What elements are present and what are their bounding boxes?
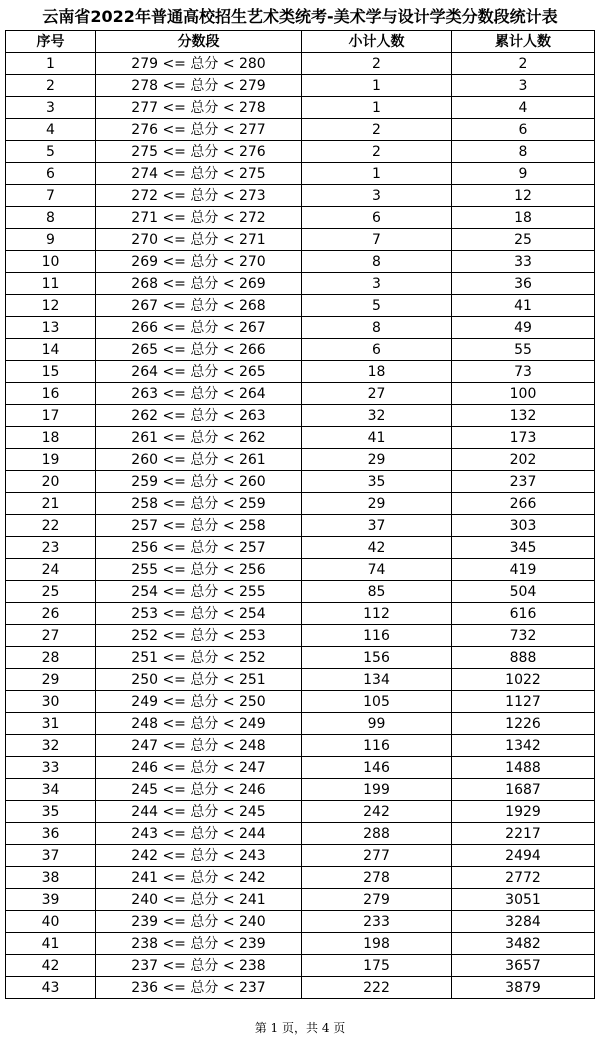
table-row bbox=[6, 119, 595, 141]
table-row bbox=[6, 251, 595, 273]
table-body bbox=[6, 53, 595, 999]
table-row bbox=[6, 647, 595, 669]
table-row bbox=[6, 537, 595, 559]
cell-score-range: 251 <= 总分 < 252 bbox=[96, 647, 302, 669]
cell-subtotal: 278 bbox=[302, 867, 452, 889]
cell-index: 13 bbox=[6, 317, 96, 339]
cell-score-range: 258 <= 总分 < 259 bbox=[96, 493, 302, 515]
cell-subtotal: 74 bbox=[302, 559, 452, 581]
cell-index: 41 bbox=[6, 933, 96, 955]
cell-subtotal: 198 bbox=[302, 933, 452, 955]
cell-cumulative: 132 bbox=[452, 405, 595, 427]
cell-cumulative: 202 bbox=[452, 449, 595, 471]
cell-index: 31 bbox=[6, 713, 96, 735]
cell-subtotal: 2 bbox=[302, 53, 452, 75]
table-row bbox=[6, 559, 595, 581]
cell-cumulative: 25 bbox=[452, 229, 595, 251]
cell-subtotal: 6 bbox=[302, 207, 452, 229]
column-header-score-range: 分数段 bbox=[96, 31, 302, 53]
cell-score-range: 252 <= 总分 < 253 bbox=[96, 625, 302, 647]
table-row bbox=[6, 867, 595, 889]
table-row bbox=[6, 75, 595, 97]
cell-score-range: 253 <= 总分 < 254 bbox=[96, 603, 302, 625]
cell-score-range: 277 <= 总分 < 278 bbox=[96, 97, 302, 119]
cell-cumulative: 33 bbox=[452, 251, 595, 273]
column-header-cumulative: 累计人数 bbox=[452, 31, 595, 53]
table-row bbox=[6, 581, 595, 603]
cell-cumulative: 2 bbox=[452, 53, 595, 75]
cell-subtotal: 29 bbox=[302, 449, 452, 471]
cell-cumulative: 3 bbox=[452, 75, 595, 97]
cell-subtotal: 3 bbox=[302, 185, 452, 207]
cell-score-range: 269 <= 总分 < 270 bbox=[96, 251, 302, 273]
cell-subtotal: 5 bbox=[302, 295, 452, 317]
cell-score-range: 244 <= 总分 < 245 bbox=[96, 801, 302, 823]
cell-subtotal: 29 bbox=[302, 493, 452, 515]
cell-subtotal: 116 bbox=[302, 625, 452, 647]
cell-subtotal: 3 bbox=[302, 273, 452, 295]
table-header-row bbox=[6, 31, 595, 53]
cell-index: 6 bbox=[6, 163, 96, 185]
cell-score-range: 249 <= 总分 < 250 bbox=[96, 691, 302, 713]
cell-cumulative: 2494 bbox=[452, 845, 595, 867]
cell-cumulative: 419 bbox=[452, 559, 595, 581]
table-row bbox=[6, 383, 595, 405]
cell-subtotal: 175 bbox=[302, 955, 452, 977]
cell-score-range: 245 <= 总分 < 246 bbox=[96, 779, 302, 801]
cell-subtotal: 288 bbox=[302, 823, 452, 845]
cell-cumulative: 6 bbox=[452, 119, 595, 141]
cell-index: 25 bbox=[6, 581, 96, 603]
cell-subtotal: 156 bbox=[302, 647, 452, 669]
table-row bbox=[6, 317, 595, 339]
table-row bbox=[6, 53, 595, 75]
cell-score-range: 263 <= 总分 < 264 bbox=[96, 383, 302, 405]
table-row bbox=[6, 295, 595, 317]
table-row bbox=[6, 405, 595, 427]
cell-score-range: 275 <= 总分 < 276 bbox=[96, 141, 302, 163]
cell-subtotal: 85 bbox=[302, 581, 452, 603]
cell-subtotal: 277 bbox=[302, 845, 452, 867]
cell-score-range: 265 <= 总分 < 266 bbox=[96, 339, 302, 361]
table-row bbox=[6, 669, 595, 691]
cell-index: 20 bbox=[6, 471, 96, 493]
cell-index: 17 bbox=[6, 405, 96, 427]
table-row bbox=[6, 911, 595, 933]
cell-score-range: 243 <= 总分 < 244 bbox=[96, 823, 302, 845]
cell-cumulative: 1687 bbox=[452, 779, 595, 801]
cell-cumulative: 1022 bbox=[452, 669, 595, 691]
cell-cumulative: 303 bbox=[452, 515, 595, 537]
cell-index: 27 bbox=[6, 625, 96, 647]
cell-index: 37 bbox=[6, 845, 96, 867]
cell-index: 22 bbox=[6, 515, 96, 537]
cell-score-range: 236 <= 总分 < 237 bbox=[96, 977, 302, 999]
cell-index: 4 bbox=[6, 119, 96, 141]
cell-subtotal: 2 bbox=[302, 141, 452, 163]
cell-cumulative: 732 bbox=[452, 625, 595, 647]
cell-score-range: 247 <= 总分 < 248 bbox=[96, 735, 302, 757]
cell-cumulative: 73 bbox=[452, 361, 595, 383]
cell-subtotal: 35 bbox=[302, 471, 452, 493]
cell-cumulative: 616 bbox=[452, 603, 595, 625]
cell-index: 21 bbox=[6, 493, 96, 515]
cell-cumulative: 12 bbox=[452, 185, 595, 207]
cell-cumulative: 1226 bbox=[452, 713, 595, 735]
cell-subtotal: 2 bbox=[302, 119, 452, 141]
cell-cumulative: 266 bbox=[452, 493, 595, 515]
table-row bbox=[6, 515, 595, 537]
cell-subtotal: 134 bbox=[302, 669, 452, 691]
cell-index: 30 bbox=[6, 691, 96, 713]
cell-score-range: 246 <= 总分 < 247 bbox=[96, 757, 302, 779]
cell-index: 42 bbox=[6, 955, 96, 977]
cell-subtotal: 112 bbox=[302, 603, 452, 625]
cell-score-range: 268 <= 总分 < 269 bbox=[96, 273, 302, 295]
table-row bbox=[6, 185, 595, 207]
page-title: 云南省2022年普通高校招生艺术类统考-美术学与设计学类分数段统计表 bbox=[42, 7, 558, 26]
table-row bbox=[6, 933, 595, 955]
cell-subtotal: 18 bbox=[302, 361, 452, 383]
cell-score-range: 266 <= 总分 < 267 bbox=[96, 317, 302, 339]
cell-cumulative: 9 bbox=[452, 163, 595, 185]
cell-cumulative: 49 bbox=[452, 317, 595, 339]
table-row bbox=[6, 889, 595, 911]
table-row bbox=[6, 779, 595, 801]
cell-cumulative: 2217 bbox=[452, 823, 595, 845]
cell-subtotal: 99 bbox=[302, 713, 452, 735]
cell-cumulative: 888 bbox=[452, 647, 595, 669]
table-row bbox=[6, 361, 595, 383]
table-row bbox=[6, 273, 595, 295]
cell-score-range: 248 <= 总分 < 249 bbox=[96, 713, 302, 735]
cell-score-range: 262 <= 总分 < 263 bbox=[96, 405, 302, 427]
cell-score-range: 276 <= 总分 < 277 bbox=[96, 119, 302, 141]
cell-subtotal: 1 bbox=[302, 97, 452, 119]
cell-subtotal: 8 bbox=[302, 317, 452, 339]
cell-index: 7 bbox=[6, 185, 96, 207]
cell-index: 16 bbox=[6, 383, 96, 405]
cell-score-range: 271 <= 总分 < 272 bbox=[96, 207, 302, 229]
cell-score-range: 279 <= 总分 < 280 bbox=[96, 53, 302, 75]
cell-index: 26 bbox=[6, 603, 96, 625]
table-row bbox=[6, 691, 595, 713]
cell-score-range: 274 <= 总分 < 275 bbox=[96, 163, 302, 185]
cell-index: 12 bbox=[6, 295, 96, 317]
table-row bbox=[6, 757, 595, 779]
cell-cumulative: 55 bbox=[452, 339, 595, 361]
column-header-subtotal: 小计人数 bbox=[302, 31, 452, 53]
cell-index: 8 bbox=[6, 207, 96, 229]
table-row bbox=[6, 955, 595, 977]
cell-index: 40 bbox=[6, 911, 96, 933]
table-row bbox=[6, 339, 595, 361]
cell-cumulative: 3284 bbox=[452, 911, 595, 933]
cell-score-range: 241 <= 总分 < 242 bbox=[96, 867, 302, 889]
cell-index: 24 bbox=[6, 559, 96, 581]
cell-subtotal: 37 bbox=[302, 515, 452, 537]
cell-index: 34 bbox=[6, 779, 96, 801]
cell-index: 14 bbox=[6, 339, 96, 361]
table-row bbox=[6, 713, 595, 735]
cell-index: 43 bbox=[6, 977, 96, 999]
table-row bbox=[6, 229, 595, 251]
cell-score-range: 254 <= 总分 < 255 bbox=[96, 581, 302, 603]
cell-index: 9 bbox=[6, 229, 96, 251]
table-row bbox=[6, 823, 595, 845]
cell-score-range: 267 <= 总分 < 268 bbox=[96, 295, 302, 317]
table-row bbox=[6, 427, 595, 449]
cell-cumulative: 237 bbox=[452, 471, 595, 493]
cell-cumulative: 3482 bbox=[452, 933, 595, 955]
cell-cumulative: 8 bbox=[452, 141, 595, 163]
cell-cumulative: 3051 bbox=[452, 889, 595, 911]
cell-score-range: 256 <= 总分 < 257 bbox=[96, 537, 302, 559]
cell-index: 32 bbox=[6, 735, 96, 757]
cell-subtotal: 41 bbox=[302, 427, 452, 449]
table-row bbox=[6, 471, 595, 493]
cell-cumulative: 504 bbox=[452, 581, 595, 603]
score-distribution-table bbox=[5, 30, 595, 999]
cell-score-range: 272 <= 总分 < 273 bbox=[96, 185, 302, 207]
cell-index: 36 bbox=[6, 823, 96, 845]
cell-subtotal: 27 bbox=[302, 383, 452, 405]
cell-index: 1 bbox=[6, 53, 96, 75]
cell-subtotal: 6 bbox=[302, 339, 452, 361]
cell-cumulative: 4 bbox=[452, 97, 595, 119]
cell-index: 29 bbox=[6, 669, 96, 691]
column-header-index: 序号 bbox=[6, 31, 96, 53]
cell-index: 35 bbox=[6, 801, 96, 823]
cell-index: 3 bbox=[6, 97, 96, 119]
cell-subtotal: 105 bbox=[302, 691, 452, 713]
cell-score-range: 257 <= 总分 < 258 bbox=[96, 515, 302, 537]
cell-score-range: 264 <= 总分 < 265 bbox=[96, 361, 302, 383]
cell-subtotal: 116 bbox=[302, 735, 452, 757]
table-row bbox=[6, 97, 595, 119]
cell-score-range: 261 <= 总分 < 262 bbox=[96, 427, 302, 449]
cell-subtotal: 7 bbox=[302, 229, 452, 251]
cell-cumulative: 1342 bbox=[452, 735, 595, 757]
table-row bbox=[6, 735, 595, 757]
cell-subtotal: 146 bbox=[302, 757, 452, 779]
cell-index: 19 bbox=[6, 449, 96, 471]
table-row bbox=[6, 801, 595, 823]
page-footer: 第 1 页，共 4 页 bbox=[254, 1021, 346, 1035]
cell-score-range: 260 <= 总分 < 261 bbox=[96, 449, 302, 471]
cell-cumulative: 36 bbox=[452, 273, 595, 295]
cell-subtotal: 32 bbox=[302, 405, 452, 427]
cell-index: 28 bbox=[6, 647, 96, 669]
cell-subtotal: 1 bbox=[302, 163, 452, 185]
cell-index: 2 bbox=[6, 75, 96, 97]
cell-score-range: 278 <= 总分 < 279 bbox=[96, 75, 302, 97]
cell-cumulative: 1488 bbox=[452, 757, 595, 779]
cell-cumulative: 41 bbox=[452, 295, 595, 317]
cell-subtotal: 1 bbox=[302, 75, 452, 97]
cell-cumulative: 18 bbox=[452, 207, 595, 229]
table-row bbox=[6, 141, 595, 163]
table-row bbox=[6, 977, 595, 999]
cell-cumulative: 3657 bbox=[452, 955, 595, 977]
table-row bbox=[6, 163, 595, 185]
cell-subtotal: 242 bbox=[302, 801, 452, 823]
cell-score-range: 240 <= 总分 < 241 bbox=[96, 889, 302, 911]
cell-score-range: 238 <= 总分 < 239 bbox=[96, 933, 302, 955]
cell-index: 38 bbox=[6, 867, 96, 889]
table-row bbox=[6, 603, 595, 625]
table-row bbox=[6, 207, 595, 229]
table-row bbox=[6, 625, 595, 647]
cell-cumulative: 1929 bbox=[452, 801, 595, 823]
cell-cumulative: 1127 bbox=[452, 691, 595, 713]
table-row bbox=[6, 449, 595, 471]
cell-subtotal: 222 bbox=[302, 977, 452, 999]
cell-index: 10 bbox=[6, 251, 96, 273]
cell-cumulative: 100 bbox=[452, 383, 595, 405]
cell-index: 33 bbox=[6, 757, 96, 779]
cell-score-range: 270 <= 总分 < 271 bbox=[96, 229, 302, 251]
cell-index: 15 bbox=[6, 361, 96, 383]
cell-index: 5 bbox=[6, 141, 96, 163]
table-row bbox=[6, 845, 595, 867]
cell-cumulative: 2772 bbox=[452, 867, 595, 889]
cell-cumulative: 173 bbox=[452, 427, 595, 449]
cell-index: 11 bbox=[6, 273, 96, 295]
table-row bbox=[6, 493, 595, 515]
cell-score-range: 239 <= 总分 < 240 bbox=[96, 911, 302, 933]
cell-score-range: 242 <= 总分 < 243 bbox=[96, 845, 302, 867]
cell-subtotal: 279 bbox=[302, 889, 452, 911]
cell-subtotal: 199 bbox=[302, 779, 452, 801]
cell-score-range: 259 <= 总分 < 260 bbox=[96, 471, 302, 493]
cell-score-range: 255 <= 总分 < 256 bbox=[96, 559, 302, 581]
cell-cumulative: 3879 bbox=[452, 977, 595, 999]
cell-index: 39 bbox=[6, 889, 96, 911]
cell-subtotal: 233 bbox=[302, 911, 452, 933]
cell-subtotal: 42 bbox=[302, 537, 452, 559]
cell-subtotal: 8 bbox=[302, 251, 452, 273]
cell-score-range: 237 <= 总分 < 238 bbox=[96, 955, 302, 977]
cell-index: 18 bbox=[6, 427, 96, 449]
cell-index: 23 bbox=[6, 537, 96, 559]
cell-cumulative: 345 bbox=[452, 537, 595, 559]
cell-score-range: 250 <= 总分 < 251 bbox=[96, 669, 302, 691]
